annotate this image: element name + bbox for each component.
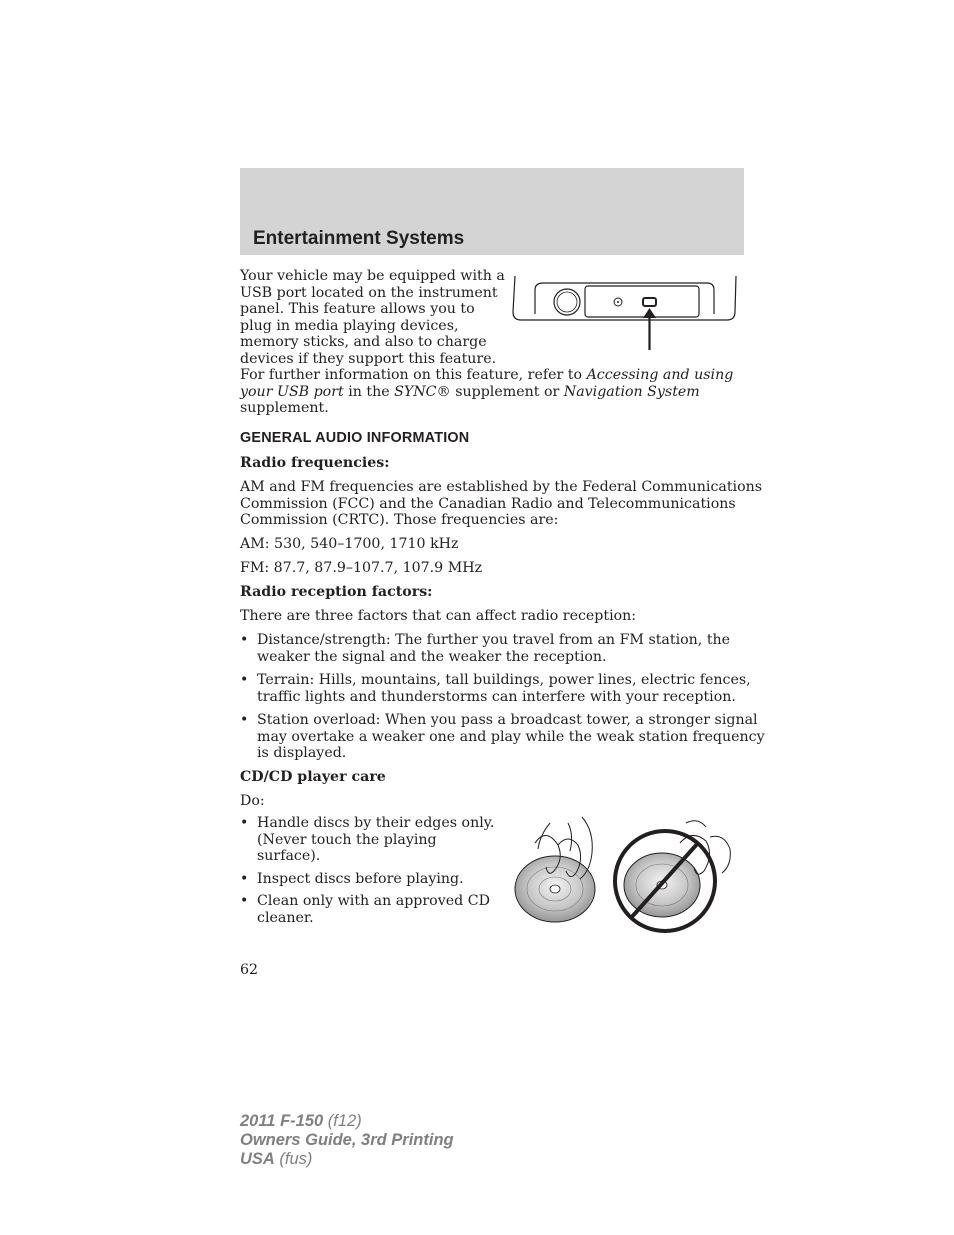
usb-text-line: USB port located on the instrument [240, 284, 498, 301]
list-item-line: Handle discs by their edges only. [257, 815, 495, 831]
cd-handling-illustration [510, 815, 746, 939]
usb-text-line: memory sticks, and also to charge [240, 334, 487, 350]
reception-factors-label: Radio reception factors: [240, 584, 433, 600]
list-item-line: Terrain: Hills, mountains, tall buildings, power lines, electric fences, [257, 672, 751, 688]
section-heading: GENERAL AUDIO INFORMATION [240, 430, 470, 446]
list-item-line: Inspect discs before playing. [257, 871, 464, 887]
sync-name: SYNC [394, 383, 437, 400]
reception-intro: There are three factors that can affect radio reception: [240, 608, 637, 624]
frequency-text-line: Commission (CRTC). Those frequencies are: [240, 512, 559, 528]
list-item-line: (Never touch the playing [257, 831, 437, 848]
frequency-text-line: Commission (FCC) and the Canadian Radio and Telecommunications [240, 495, 736, 512]
bullet-icon: • [240, 815, 249, 831]
bullet-icon: • [240, 632, 249, 648]
footer-model: 2011 F-150 [240, 1112, 324, 1130]
am-frequency: AM: 530, 540–1700, 1710 kHz [240, 536, 459, 552]
footer-line [240, 1112, 454, 1131]
page-number: 62 [240, 962, 259, 978]
usb-further-link-title: your USB port [240, 383, 344, 400]
list-item-line: may overtake a weaker one and play while the weak station frequency [257, 728, 765, 745]
usb-further-text: in the [343, 383, 395, 400]
list-item-line: surface). [257, 848, 321, 864]
fm-frequency: FM: 87.7, 87.9–107.7, 107.9 MHz [240, 560, 483, 576]
frequency-text-line: AM and FM frequencies are established by the Federal Communications [240, 479, 763, 495]
list-item-line: weaker the signal and the weaker the reception. [257, 648, 607, 665]
list-item-line: cleaner. [257, 909, 314, 926]
footer-line [240, 1150, 454, 1169]
cd-care-label: CD/CD player care [240, 769, 386, 785]
usb-text-line: Your vehicle may be equipped with a [240, 268, 505, 284]
footer-line [240, 1131, 454, 1150]
bullet-icon: • [240, 893, 249, 909]
bullet-icon: • [240, 712, 249, 728]
usb-port-illustration [505, 268, 745, 358]
do-label: Do: [240, 793, 265, 809]
list-item-line: Distance/strength: The further you travel from an FM station, the [257, 632, 731, 648]
list-item-line: traffic lights and thunderstorms can interfere with your reception. [257, 688, 736, 705]
page-title: Entertainment Systems [253, 228, 465, 249]
usb-further-link-title: Accessing and using [586, 367, 734, 383]
footer-region-code: (fus) [274, 1150, 313, 1168]
list-item-line: Clean only with an approved CD [257, 893, 490, 909]
usb-further-text: ® supplement or [436, 383, 564, 400]
list-item-line: Station overload: When you pass a broadcast tower, a stronger signal [257, 712, 758, 728]
navigation-system-name: Navigation System [563, 383, 700, 400]
usb-text-line: devices if they support this feature. [240, 350, 497, 367]
footer-model-code: (f12) [323, 1112, 362, 1130]
usb-further-text: For further information on this feature, refer to [240, 367, 587, 383]
usb-further-line-2 [240, 384, 700, 401]
footer-region: USA [240, 1150, 275, 1168]
list-item-line: is displayed. [257, 745, 347, 761]
footer-guide: Owners Guide, 3rd Printing [240, 1131, 454, 1149]
usb-further-line-3: supplement. [240, 400, 329, 416]
usb-text-line: plug in media playing devices, [240, 317, 459, 334]
usb-further-line-1 [240, 367, 733, 384]
footer [240, 1112, 454, 1169]
bullet-icon: • [240, 672, 249, 688]
bullet-icon: • [240, 871, 249, 887]
radio-frequencies-label: Radio frequencies: [240, 455, 390, 471]
usb-text-line: panel. This feature allows you to [240, 301, 475, 317]
